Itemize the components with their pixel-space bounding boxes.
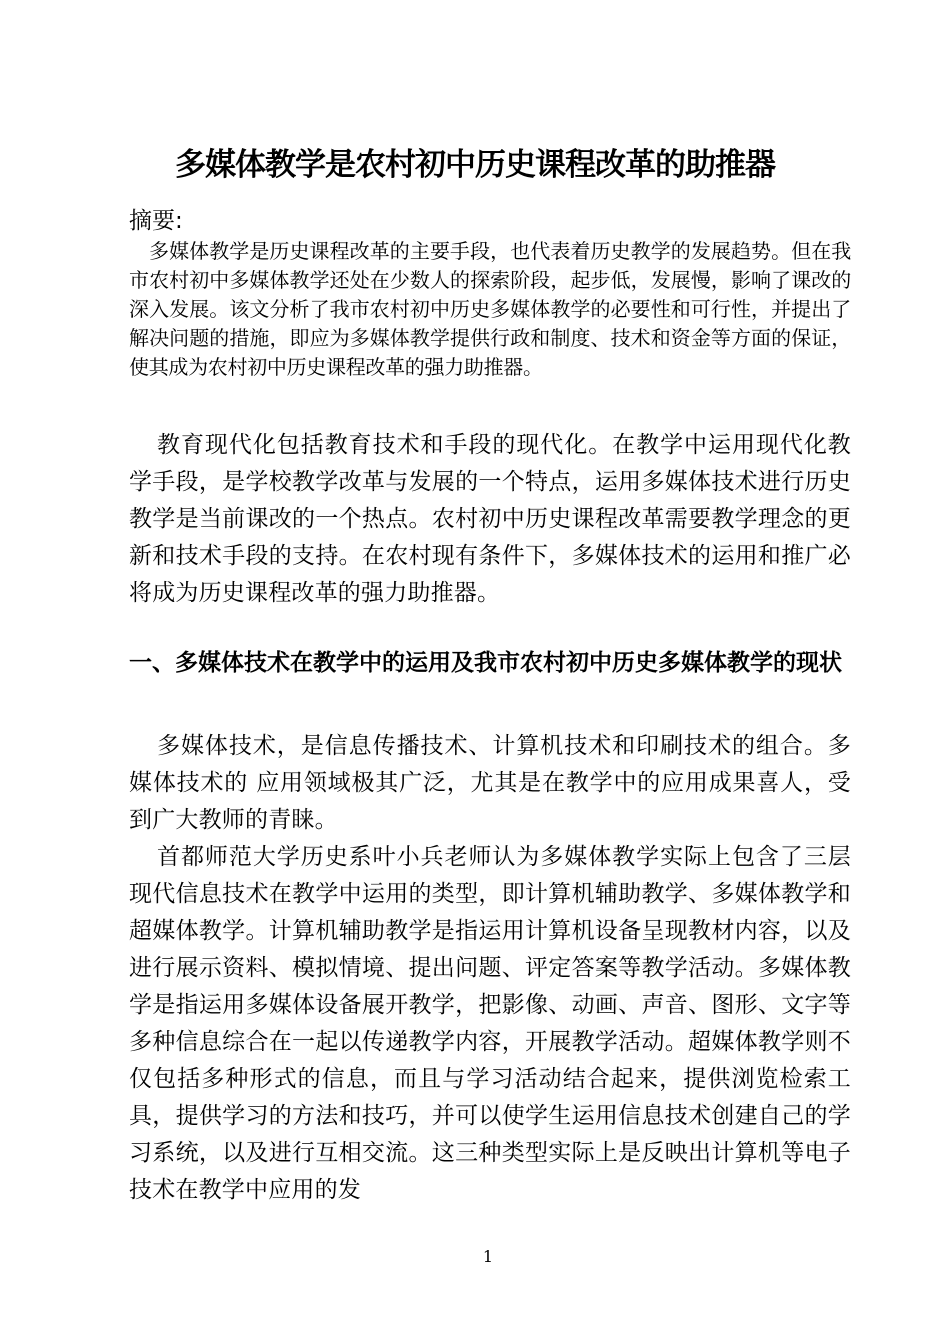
section-paragraph-2: 首都师范大学历史系叶小兵老师认为多媒体教学实际上包含了三层现代信息技术在教学中运用的类型，即计算机辅助教学、多媒体教学和超媒体教学。计算机辅助教学是指运用计算机设备呈现教材内容，以及进行展示资料、模拟情境、提出问题、评定答案等教学活动。多媒体教学是指运用多媒体设备展开教学，把影像、动画、声音、图形、文字等多种信息综合在一起以传递教学内容，开展教学活动。超媒体教学则不仅包括多种形式的信息，而且与学习活动结合起来，提供浏览检索工具，提供学习的方法和技巧，并可以使学生运用信息技术创建自己的学习系统，以及进行互相交流。这三种类型实际上是反映出计算机等电子技术在教学中应用的发 bbox=[129, 844, 851, 1203]
abstract-label: 摘要: bbox=[129, 208, 183, 234]
section-heading: 一、多媒体技术在教学中的运用及我市农村初中历史多媒体教学的现状 bbox=[129, 650, 842, 676]
section-paragraph-1: 多媒体技术，是信息传播技术、计算机技术和印刷技术的组合。多媒体技术的 应用领域极其广泛，尤其是在教学中的应用成果喜人，受到广大教师的青睐。 bbox=[129, 733, 851, 833]
abstract-text: 多媒体教学是历史课程改革的主要手段，也代表着历史教学的发展趋势。但在我市农村初中多媒体教学还处在少数人的探索阶段，起步低，发展慢，影响了课改的深入发展。该文分析了我市农村初中历史多媒体教学的必要性和可行性，并提出了解决问题的措施，即应为多媒体教学提供行政和制度、技术和资金等方面的保证，使其成为农村初中历史课程改革的强力助推器。 bbox=[129, 239, 851, 379]
document-title: 多媒体教学是农村初中历史课程改革的助推器 bbox=[175, 147, 775, 183]
page-number: 1 bbox=[482, 1247, 494, 1266]
intro-paragraph: 教育现代化包括教育技术和手段的现代化。在教学中运用现代化教学手段，是学校教学改革与发展的一个特点，运用多媒体技术进行历史教学是当前课改的一个热点。农村初中历史课程改革需要教学理念的更新和技术手段的支持。在农村现有条件下，多媒体技术的运用和推广必将成为历史课程改革的强力助推器。 bbox=[129, 432, 851, 606]
